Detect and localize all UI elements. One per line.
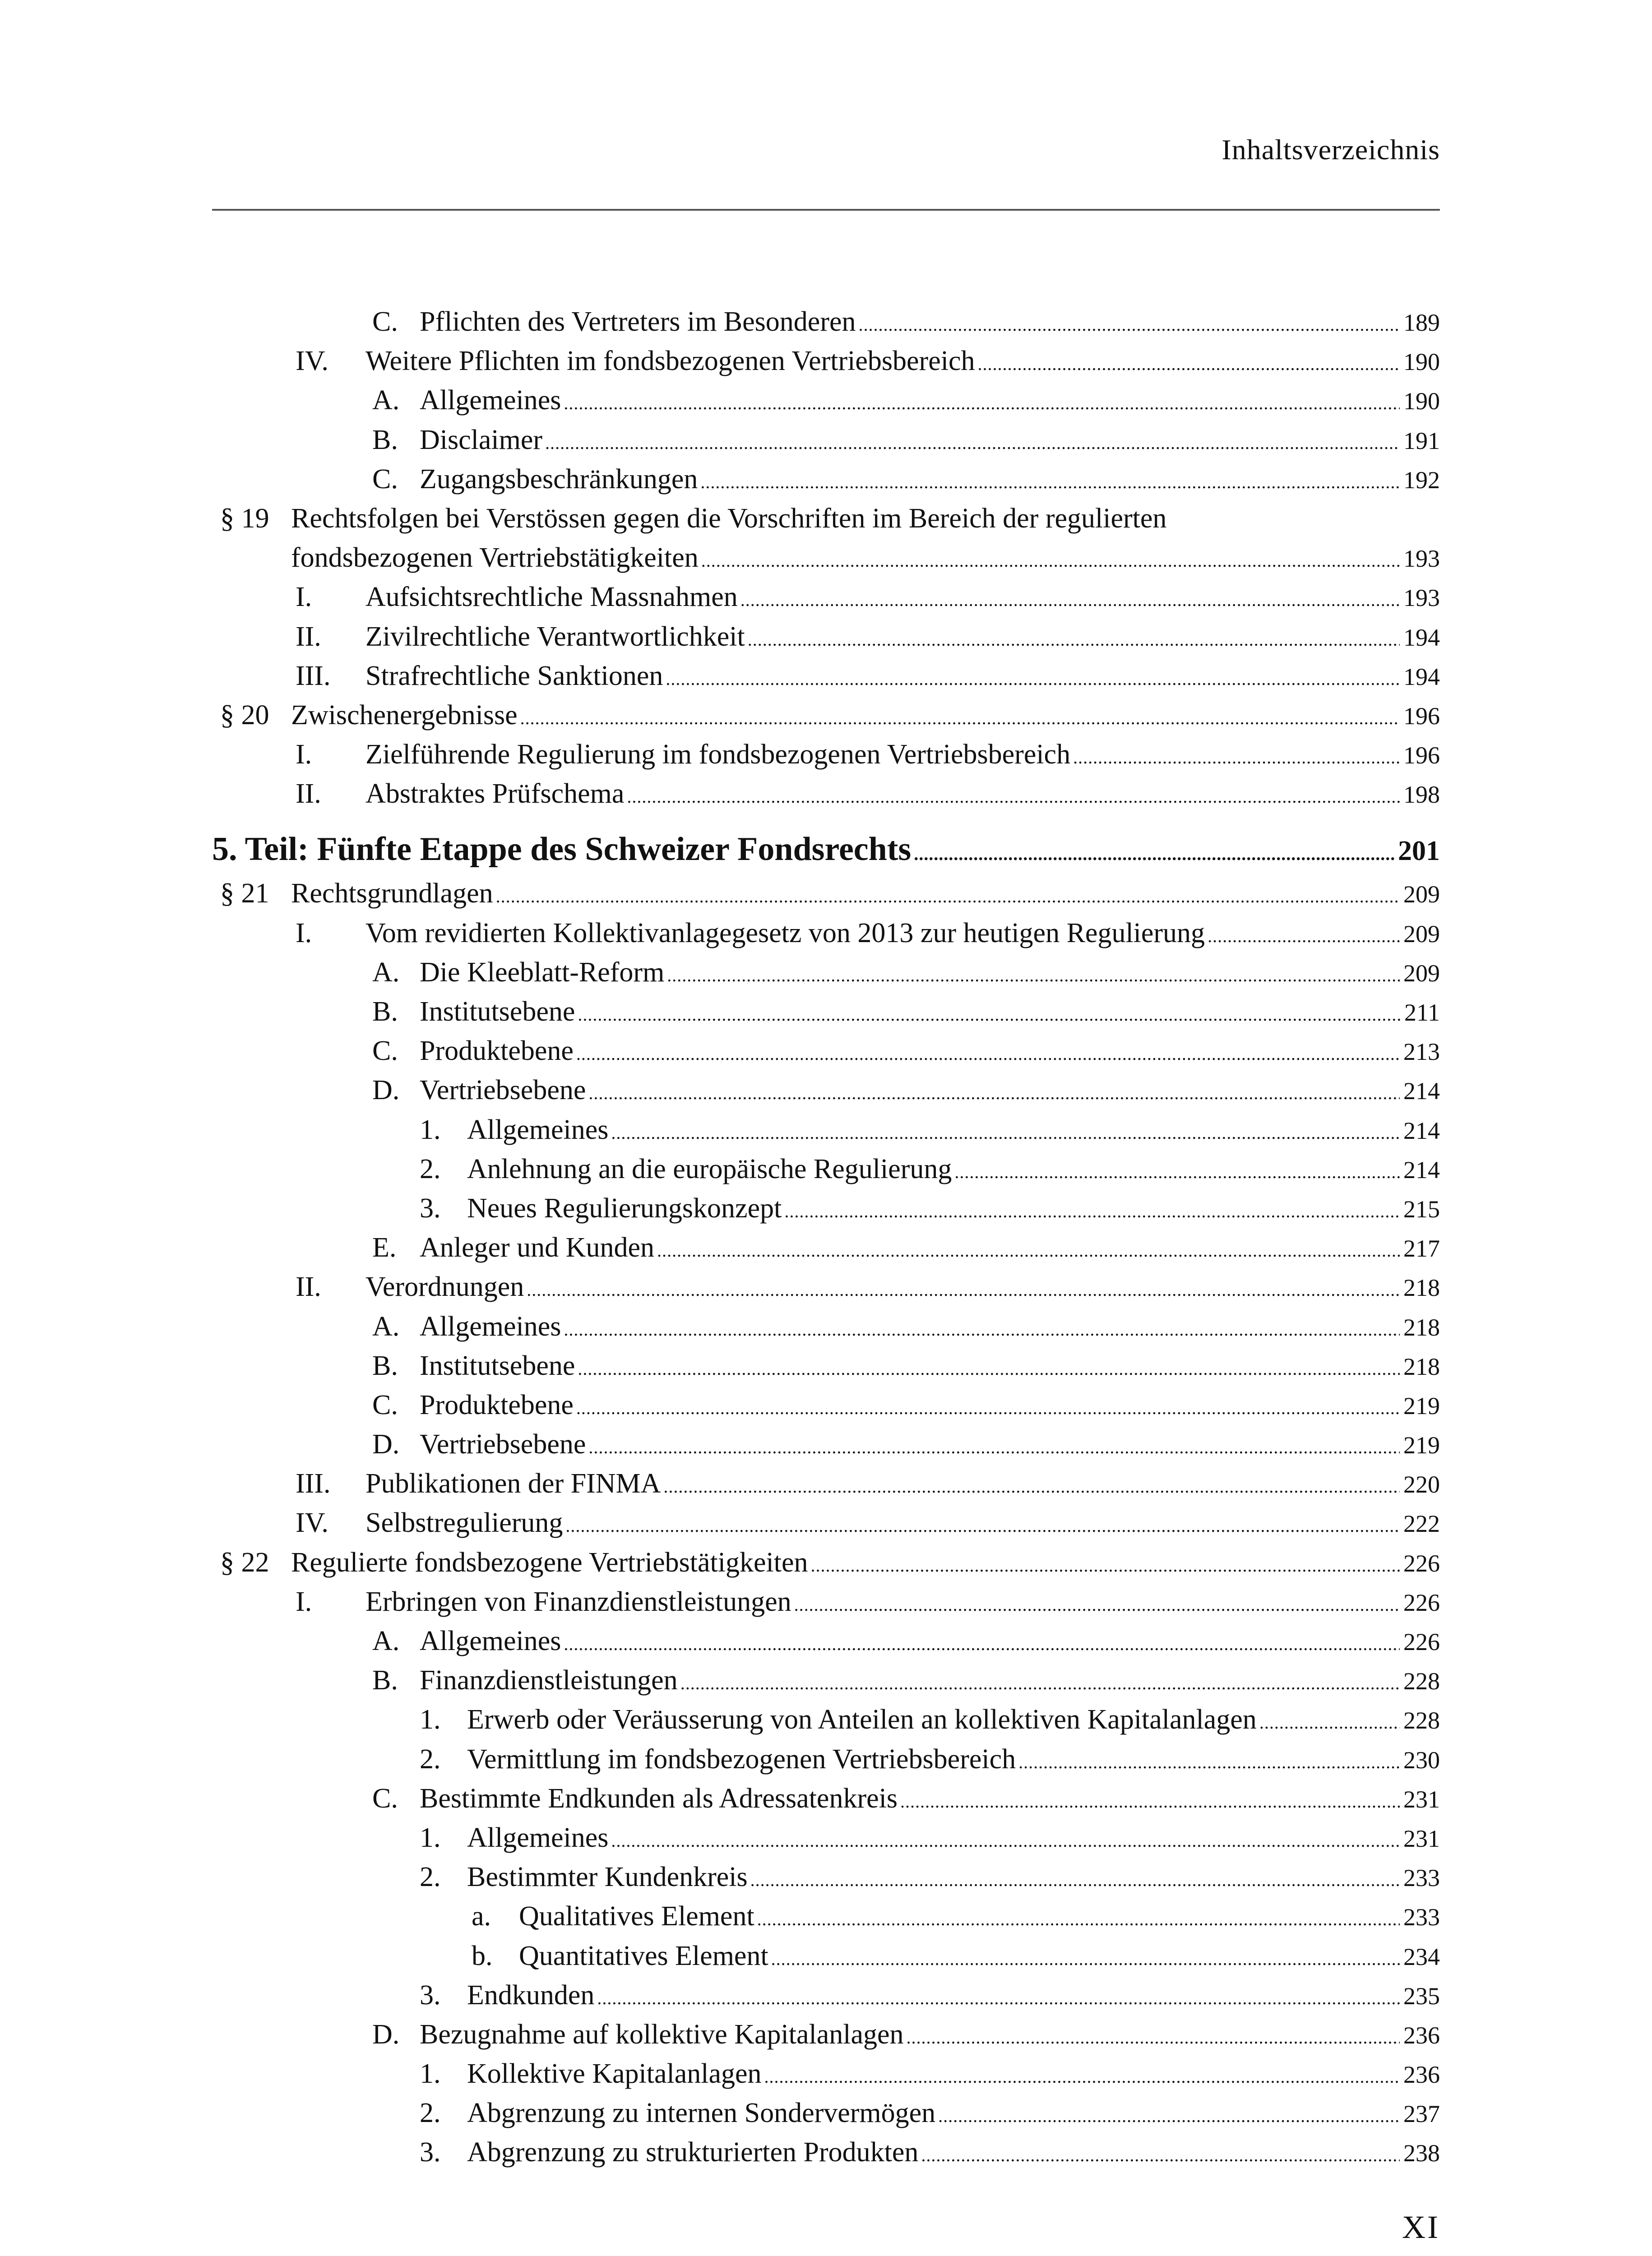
dot-leader [496,877,1400,916]
dot-leader [578,995,1401,1034]
toc-entry[interactable] [212,1425,1440,1464]
toc-entry-number: 1. [420,1114,441,1145]
toc-entry[interactable] [212,914,1440,953]
toc-entry-title: Regulierte fondsbezogene Vertriebstätigkeiten [291,1547,808,1578]
toc-entry-title: Vom revidierten Kollektivanlagegesetz von 2013 zur heutigen Regulierung [366,917,1205,948]
toc-entry[interactable] [212,992,1440,1031]
toc-entry-title: Erbringen von Finanzdienstleistungen [366,1586,791,1617]
toc-entry-number: D. [372,1075,400,1106]
toc-entry-title: Endkunden [467,1979,595,2011]
toc-entry-number: § 22 [220,1547,269,1578]
toc-entry-page: 237 [1403,2100,1440,2128]
toc-entry-number: C. [372,1783,398,1814]
toc-entry[interactable] [212,1543,1440,1582]
toc-entry-title: Allgemeines [420,1626,561,1656]
toc-entry-number: a. [472,1901,491,1932]
toc-entry-number: § 19 [220,503,269,534]
toc-entry[interactable] [212,421,1440,460]
toc-entry-page: 218 [1403,1274,1440,1302]
toc-entry-page: 213 [1403,1038,1440,1066]
toc-entry-page: 215 [1403,1195,1440,1223]
table-of-contents [212,302,1440,2173]
toc-entry[interactable] [212,538,1440,578]
toc-entry-page: 230 [1403,1746,1440,1774]
toc-entry-number: 1. [420,2058,441,2090]
toc-entry-title: Kollektive Kapitalanlagen [467,2058,762,2090]
dot-leader [701,541,1400,580]
toc-entry[interactable] [212,1503,1440,1543]
toc-entry[interactable] [212,1779,1440,1818]
toc-entry[interactable] [212,460,1440,499]
toc-entry-title: Zugangsbeschränkungen [420,463,698,495]
toc-entry-number: 2. [420,2098,441,2129]
toc-entry-title: Neues Regulierungskonzept [467,1193,782,1224]
toc-entry[interactable] [212,1700,1440,1739]
toc-entry-page: 231 [1403,1785,1440,1813]
toc-entry-title: Allgemeines [467,1114,609,1145]
toc-entry-title: Produktebene [420,1389,574,1420]
toc-entry-number: § 21 [220,878,269,909]
toc-entry[interactable] [212,1228,1440,1267]
dot-leader [1259,1703,1400,1742]
running-head: Inhaltsverzeichnis [1222,134,1440,166]
toc-entry-number: II. [296,1271,321,1303]
toc-entry-page: 209 [1403,920,1440,948]
toc-entry-number: I. [296,739,312,770]
dot-leader [900,1782,1400,1821]
toc-entry-number: I. [296,1586,312,1617]
toc-entry-page: 226 [1403,1549,1440,1577]
toc-entry-number: III. [296,660,331,691]
dot-leader [576,1388,1400,1428]
toc-entry-title: Vermittlung im fondsbezogenen Vertriebsbereich [467,1743,1016,1775]
dot-leader [977,344,1400,384]
dot-leader [764,2057,1400,2096]
toc-entry-title: Strafrechtliche Sanktionen [366,660,663,691]
toc-entry-page: 193 [1403,584,1440,612]
toc-entry-title: Zielführende Regulierung im fondsbezogenen Vertriebsbereich [366,739,1071,770]
dot-leader [700,462,1400,502]
toc-entry-page: 233 [1403,1904,1440,1931]
dot-leader [914,829,1394,879]
toc-entry-number: E. [372,1232,397,1263]
toc-entry-title: Rechtsgrundlagen [291,878,493,909]
dot-leader [657,1231,1400,1270]
toc-entry-page: 214 [1403,1077,1440,1105]
toc-entry-page: 235 [1403,1982,1440,2010]
toc-entry-title: Produktebene [420,1036,574,1067]
toc-entry[interactable] [212,696,1440,735]
toc-entry-number: C. [372,306,398,337]
toc-entry-number: b. [472,1940,493,1971]
dot-leader [666,659,1400,698]
toc-entry[interactable] [212,2015,1440,2054]
dot-leader [578,1349,1400,1388]
toc-entry[interactable] [212,1622,1440,1661]
toc-entry-page: 231 [1403,1825,1440,1852]
toc-entry-number: 2. [420,1153,441,1184]
toc-entry-title: Finanzdienstleistungen [420,1665,678,1696]
toc-entry[interactable] [212,1307,1440,1346]
toc-entry-page: 236 [1403,2021,1440,2049]
toc-entry[interactable] [212,1661,1440,1700]
toc-entry-title: Vertriebsebene [420,1075,586,1106]
toc-entry[interactable] [212,1897,1440,1936]
toc-entry-page: 222 [1403,1510,1440,1538]
toc-entry-page: 226 [1403,1589,1440,1616]
toc-entry[interactable] [212,2094,1440,2133]
dot-leader [627,777,1400,816]
toc-entry-title: Bestimmter Kundenkreis [467,1862,748,1893]
toc-entry[interactable] [212,617,1440,656]
toc-entry[interactable] [212,656,1440,696]
dot-leader [954,1152,1400,1192]
dot-leader [680,1664,1400,1703]
toc-entry-title: Institutsebene [420,996,575,1027]
dot-leader [527,1270,1400,1309]
toc-entry[interactable] [212,1858,1440,1897]
dot-leader [576,1034,1400,1073]
toc-entry[interactable] [212,1189,1440,1228]
toc-entry-title: Allgemeines [420,1311,561,1342]
toc-entry-page: 214 [1403,1156,1440,1183]
dot-leader [611,1821,1400,1860]
toc-entry[interactable] [212,1346,1440,1386]
toc-entry-number: 1. [420,1822,441,1853]
toc-part-heading[interactable] [212,824,1440,874]
toc-entry-title: Aufsichtsrechtliche Massnahmen [366,582,738,613]
toc-entry[interactable] [212,1071,1440,1110]
toc-entry-number: B. [372,1665,398,1696]
toc-entry-page: 234 [1403,1943,1440,1970]
dot-leader [784,1192,1400,1231]
toc-entry[interactable] [212,1464,1440,1503]
toc-entry-title: Verordnungen [366,1271,524,1303]
toc-entry-title: Disclaimer [420,424,543,455]
toc-entry-number: IV. [296,346,329,377]
dot-leader [611,1113,1400,1152]
toc-entry-title: Bestimmte Endkunden als Adressatenkreis [420,1783,898,1814]
toc-entry-title: Abgrenzung zu strukturierten Produkten [467,2137,919,2168]
dot-leader [663,1467,1400,1506]
toc-entry-title: Pflichten des Vertreters im Besonderen [420,306,856,337]
toc-entry[interactable] [212,1937,1440,1976]
toc-entry-title: Publikationen der FINMA [366,1468,661,1499]
toc-entry-title: Zivilrechtliche Verantwortlichkeit [366,621,745,652]
toc-entry-number: A. [372,385,400,416]
toc-entry-title: Vertriebsebene [420,1429,586,1460]
toc-entry-page: 190 [1403,388,1440,415]
toc-entry-number: 2. [420,1743,441,1775]
toc-entry-page: 191 [1403,427,1440,454]
toc-entry-title: Erwerb oder Veräusserung von Anteilen an kollektiven Kapitalanlagen [467,1704,1257,1735]
toc-entry-page: 194 [1403,624,1440,651]
page-number: XI [1402,2209,1440,2245]
dot-leader [907,2018,1400,2057]
toc-entry[interactable] [212,1740,1440,1779]
toc-entry[interactable] [212,1110,1440,1150]
toc-entry-page: 238 [1403,2140,1440,2167]
toc-entry-page: 228 [1403,1668,1440,1695]
toc-entry-number: A. [372,957,400,988]
toc-entry-page: 211 [1404,999,1440,1026]
toc-entry-page: 196 [1403,702,1440,730]
dot-leader [748,620,1400,659]
dot-leader [921,2136,1400,2175]
dot-leader [740,580,1400,619]
dot-leader [565,1506,1400,1545]
dot-leader [588,1073,1400,1113]
dot-leader [771,1939,1400,1979]
toc-entry-title: Abstraktes Prüfschema [366,778,625,809]
toc-entry-number: 2. [420,1862,441,1893]
toc-entry-number: I. [296,582,312,613]
toc-entry-number: 3. [420,2137,441,2168]
toc-entry-number: C. [372,1036,398,1067]
dot-leader [794,1585,1400,1624]
toc-entry-title: Weitere Pflichten im fondsbezogenen Vertriebsbereich [366,346,975,377]
dot-leader [545,423,1400,462]
toc-entry-title: 5. Teil: Fünfte Etappe des Schweizer Fondsrechts [212,831,912,868]
toc-entry[interactable] [212,953,1440,992]
toc-entry-page: 209 [1403,959,1440,987]
toc-entry-number: 3. [420,1979,441,2011]
toc-entry[interactable] [212,1267,1440,1307]
toc-entry-page: 189 [1403,309,1440,336]
toc-entry[interactable] [212,499,1440,538]
toc-entry[interactable] [212,1386,1440,1425]
toc-entry-number: B. [372,996,398,1027]
toc-entry-number: C. [372,1389,398,1420]
toc-entry[interactable] [212,1031,1440,1071]
dot-leader [1073,738,1400,777]
toc-entry-title: Allgemeines [420,385,561,416]
toc-entry-page: 214 [1403,1117,1440,1144]
toc-entry-page: 198 [1403,781,1440,809]
toc-entry[interactable] [212,1818,1440,1858]
toc-entry-page: 194 [1403,663,1440,690]
toc-entry-number: B. [372,424,398,455]
toc-entry-page: 193 [1403,545,1440,573]
dot-leader [564,384,1400,423]
dot-leader [564,1310,1400,1349]
toc-entry-page: 209 [1403,881,1440,908]
toc-entry[interactable] [212,302,1440,342]
dot-leader [520,698,1400,738]
toc-entry-page: 201 [1398,836,1440,867]
toc-entry-page: 217 [1403,1235,1440,1262]
toc-entry-page: 236 [1403,2061,1440,2089]
toc-entry-number: III. [296,1468,331,1499]
toc-entry[interactable] [212,381,1440,420]
toc-entry-number: II. [296,621,321,652]
toc-entry-number: 3. [420,1193,441,1224]
toc-entry-title: Selbstregulierung [366,1507,563,1539]
toc-entry[interactable] [212,342,1440,381]
dot-leader [757,1900,1400,1939]
toc-entry-title: Anleger und Kunden [420,1232,654,1263]
toc-entry-page: 219 [1403,1392,1440,1419]
dot-leader [1018,1743,1400,1782]
toc-entry[interactable] [212,735,1440,774]
dot-leader [597,1979,1400,2018]
toc-entry[interactable] [212,1150,1440,1189]
toc-entry-title: Abgrenzung zu internen Sondervermögen [467,2098,936,2129]
toc-entry-title: Institutsebene [420,1350,575,1381]
toc-entry-number: I. [296,917,312,948]
toc-entry[interactable] [212,774,1440,814]
toc-entry-title: Zwischenergebnisse [291,699,518,730]
toc-entry-title: Rechtsfolgen bei Verstössen gegen die Vorschriften im Bereich der regulierten [291,503,1167,534]
toc-entry-page: 192 [1403,466,1440,494]
toc-entry-title: Quantitatives Element [519,1940,768,1971]
toc-entry-title: Allgemeines [467,1822,609,1853]
toc-entry[interactable] [212,2054,1440,2094]
toc-entry-number: II. [296,778,321,809]
toc-entry-title: fondsbezogenen Vertriebstätigkeiten [291,542,699,573]
toc-entry-page: 233 [1403,1864,1440,1892]
toc-entry-page: 218 [1403,1353,1440,1380]
toc-entry-number: 1. [420,1704,441,1735]
toc-entry-page: 219 [1403,1432,1440,1459]
header-rule [212,209,1440,211]
dot-leader [938,2096,1400,2136]
toc-entry-page: 196 [1403,742,1440,769]
toc-entry[interactable] [212,874,1440,913]
dot-leader [1208,916,1400,956]
toc-entry-number: A. [372,1311,400,1342]
toc-entry-page: 220 [1403,1471,1440,1498]
part-spacer [212,814,1440,824]
toc-entry-number: IV. [296,1507,329,1539]
toc-entry-page: 228 [1403,1707,1440,1734]
toc-entry-title: Qualitatives Element [519,1901,754,1932]
toc-entry[interactable] [212,2133,1440,2172]
toc-entry-number: D. [372,2019,400,2050]
toc-entry-number: D. [372,1429,400,1460]
toc-entry-page: 226 [1403,1628,1440,1655]
toc-entry-title: Bezugnahme auf kollektive Kapitalanlagen [420,2019,904,2050]
toc-entry[interactable] [212,1582,1440,1622]
toc-entry-title: Anlehnung an die europäische Regulierung [467,1153,952,1184]
toc-entry[interactable] [212,1976,1440,2015]
toc-entry-number: § 20 [220,699,269,730]
toc-entry[interactable] [212,578,1440,617]
toc-entry-number: B. [372,1350,398,1381]
dot-leader [750,1860,1400,1900]
toc-entry-page: 190 [1403,348,1440,376]
dot-leader [810,1546,1400,1585]
dot-leader [858,305,1400,344]
toc-entry-page: 218 [1403,1313,1440,1341]
dot-leader [667,956,1400,995]
toc-entry-title: Die Kleeblatt-Reform [420,957,665,988]
toc-entry-number: A. [372,1626,400,1656]
dot-leader [564,1624,1400,1664]
toc-entry-number: C. [372,463,398,495]
dot-leader [588,1428,1400,1467]
